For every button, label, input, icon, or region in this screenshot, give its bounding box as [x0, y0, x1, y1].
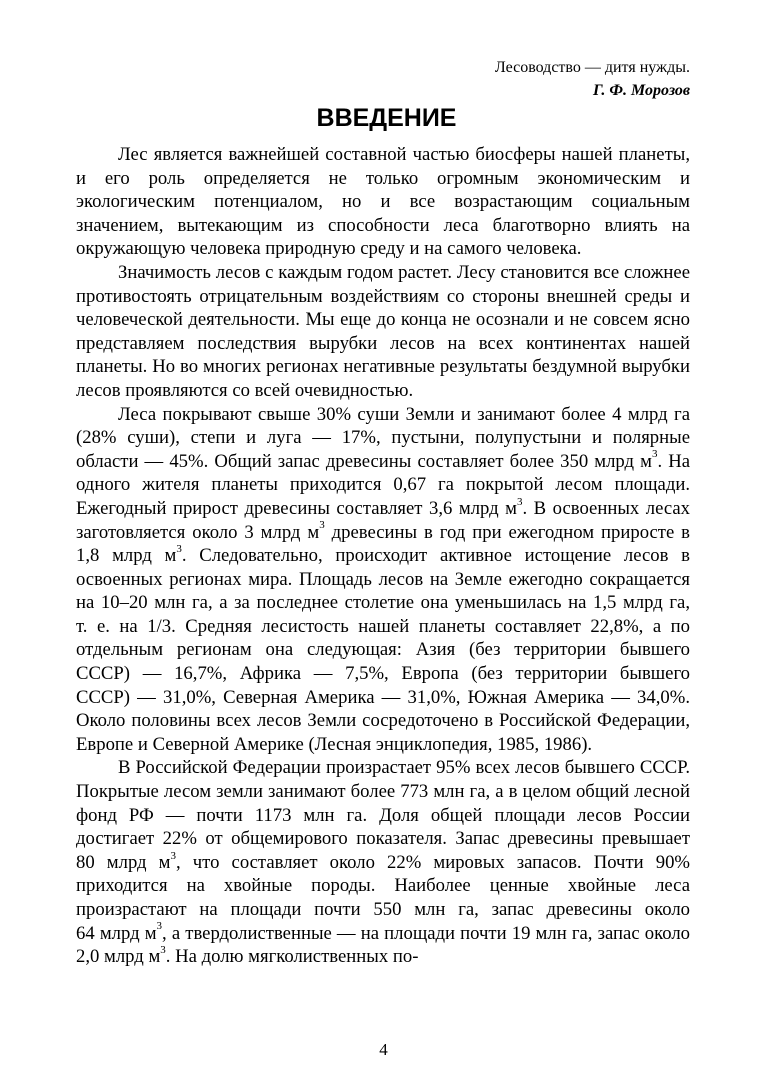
superscript: 3	[160, 943, 166, 956]
paragraph-4-text: , что составляет около 22% мировых запасов. Почти 90% приходится на хвойные породы. Наиболее ценные хвойные леса произрастают на площади почти 550 млн га, запас древесины около 64 млрд м	[76, 851, 690, 944]
paragraph-3-text: . На одного жителя планеты приходится 0,67 га покрытой лесом площади. Ежегодный прирост древесины составляет 3,6 млрд м	[76, 450, 690, 519]
superscript: 3	[651, 448, 658, 461]
paragraph-3-text: . В освоенных лесах заготовляется около 3 млрд м	[76, 497, 690, 543]
superscript: 3	[156, 920, 163, 933]
superscript: 3	[170, 849, 176, 862]
paragraph-1: Лес является важнейшей составной частью биосферы нашей планеты, и его роль определяется не только огромным экономическим и экологическим потенциалом, но и все возрастающим социальным значением, вытекающим из способности леса благотворно влиять на окружающую человека природную среду и на самого человека.	[76, 144, 690, 260]
paragraph-3-text: . Следовательно, происходит активное истощение лесов в освоенных регионах мира. Площадь лесов на Земле ежегодно сокращается на 10–20 млн га, а за последнее столетие она уменьшилась на 1,5 млрд га, т. е. на 1/3. Средняя лесистость нашей планеты составляет 22,8%, а по отдельным регионам она следующая: Азия (без территории бывшего СССР) — 16,7%, Африка — 7,5%, Европа (без территории бывшего СССР) — 31,0%, Северная Америка — 31,0%, Южная Америка — 34,0%. Около половины всех лесов Земли сосредоточено в Российской Федерации, Европе и Северной Америке (Лесная энциклопедия, 1985, 1986).	[76, 545, 690, 755]
paragraph-4-text: , а твердолиственные — на площади почти 19 млн га, запас около 2,0 млрд м	[76, 922, 690, 968]
paragraph-4-text: . На долю мягколиственных по-	[165, 946, 419, 968]
section-heading: ВВЕДЕНИЕ	[316, 104, 457, 132]
paragraph-4	[76, 756, 690, 968]
superscript: 3	[176, 542, 182, 555]
paragraph-2: Значимость лесов с каждым годом растет. Лесу становится все сложнее противостоять отрицательным воздействиям со стороны внешней среды и человеческой деятельности. Мы еще до конца не осознали и не совсем ясно представляем последствия вырубки лесов на всех континентах нашей планеты. Но во многих регионах негативные результаты бездумной вырубки лесов проявляются со всей очевидностью.	[76, 261, 690, 401]
page-body	[76, 50, 690, 969]
paragraph-3-text: древесины в год при ежегодном приросте в 1,8 млрд м	[76, 521, 691, 567]
paragraph-4-text: В Российской Федерации произрастает 95% всех лесов бывшего СССР. Покрытые лесом земли занимают более 773 млн га, а в целом общий лесной фонд РФ — почти 1173 млн га. Доля общей площади лесов России достигает 22% от общемирового показателя. Запас древесины превышает 80 млрд м	[76, 757, 690, 873]
page-number: 4	[379, 1040, 388, 1059]
paragraph-3-text: Леса покрывают свыше 30% суши Земли и занимают более 4 млрд га (28% суши), степи и луга — 17%, пустыни, полупустыни и полярные области — 45%. Общий запас древесины составляет более 350 млрд м	[76, 403, 690, 472]
paragraph-3	[76, 403, 690, 757]
epigraph	[76, 50, 690, 102]
epigraph-author: Г. Ф. Морозов	[592, 82, 690, 99]
superscript: 3	[319, 519, 325, 532]
superscript: 3	[516, 495, 523, 508]
epigraph-quote: Лесоводство — дитя нужды.	[494, 59, 690, 76]
